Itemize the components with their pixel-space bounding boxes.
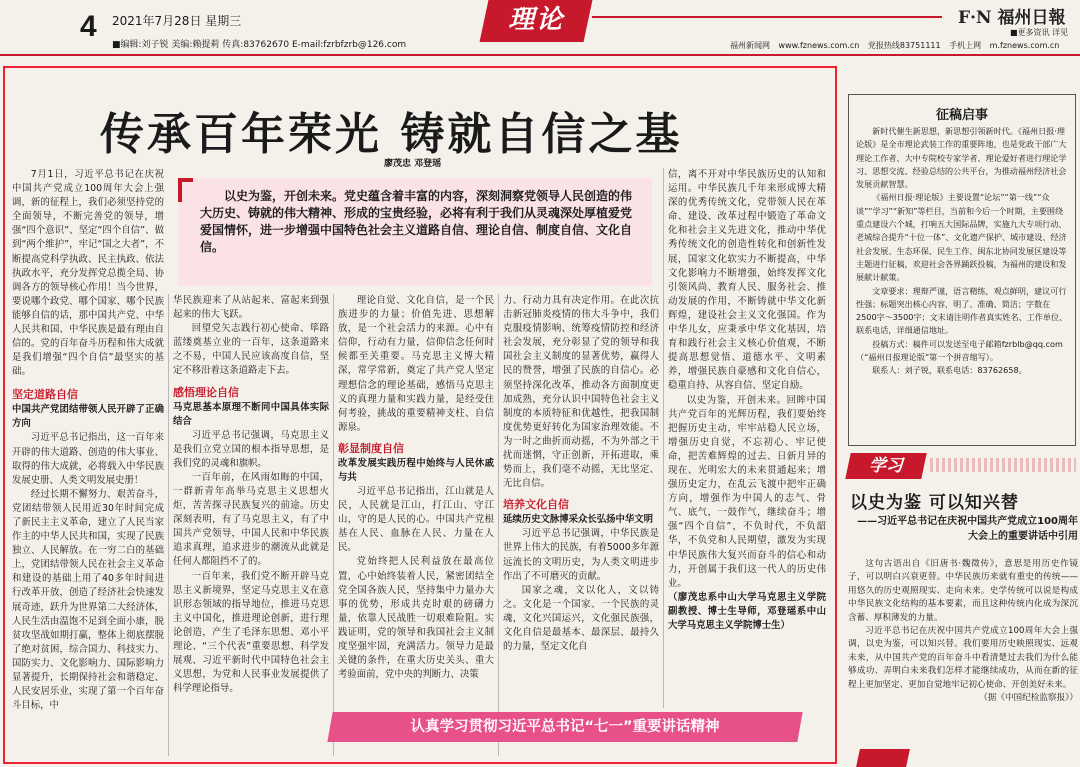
section-heading-theory: 感悟理论自信 — [173, 385, 239, 399]
column-divider — [333, 294, 334, 756]
call-for-papers-box — [848, 94, 1076, 446]
page-number: 4 — [80, 10, 97, 43]
paragraph: 信，离不开对中华民族历史的认知和运用。中华民族几千年来形成博大精深的优秀传统文化，党带领人民在革命、建设、改革过程中锻造了革命文化和社会主义先进文化，推动中华优秀传统文化的创造性转化和创新性发展，国家文化软实力不断提高，中华文化影响力不断增强，始终发挥文化引领风尚、教育人民、服务社会、推动发展的作用，不断铸就中华文化新辉煌，建设社会主义文化强国。作为中华儿女，应秉承中华文化基因，培育和践行社会主义核心价值观，不断提高思想觉悟、道德水平、文明素养，增强民族自豪感和文化自信心，稳重自持、从容自信、坚定自励。 — [668, 169, 826, 392]
paragraph: 习近平总书记在庆祝中国共产党成立100周年大会上强调，以史为鉴，可以知兴替。我们要用历史映照现实、远观未来，从中国共产党的百年奋斗中看清楚过去我们为什么能够成功、弄明白未来我们怎样才能继续成功，从而在新的征程上更加坚定、更加自觉地牢记初心使命、开创美好未来。 — [848, 626, 1078, 690]
call-for-papers-text — [856, 125, 1069, 378]
paragraph: 理论自觉、文化自信，是一个民族进步的力量；价值先进、思想解放，是一个社会活力的来源。心中有信仰，行动有力量，信仰信念任何时候都至关重要。马克思主义博大精深，常学常新，奠定了共产党人坚定理想信念的理论基础，感悟马克思主义的真理力量和实践力量，是经受住何考验，挑战的重要精神支柱、自信源泉。 — [338, 295, 494, 433]
byline: 廖茂忠 邓登瑶 — [384, 159, 442, 169]
newspaper-logo: F·N 福州日報 — [958, 8, 1066, 28]
paragraph: 华民族迎来了从站起来、富起来到强起来的伟大飞跃。 — [173, 295, 329, 321]
lead-callout — [178, 178, 652, 286]
section-heading-road: 坚定道路自信 — [12, 388, 78, 402]
study-tag-label: 学习 — [869, 456, 903, 476]
paragraph: 投稿方式：稿件可以发送至电子邮箱fzrblb@qq.com（“福州日报理论版”第一个拼音缩写）。 — [856, 338, 1063, 363]
study-tag — [845, 453, 927, 479]
paragraph: 习近平总书记强调，中华民族是世界上伟大的民族，有着5000多年源远流长的文明历史，为人类文明进步作出了不可磨灭的贡献。 — [503, 528, 659, 582]
author-note: （廖茂忠系中山大学马克思主义学院副教授、博士生导师，邓登瑶系中山大学马克思主义学院博士生） — [668, 591, 826, 631]
banner-text: 认真学习贯彻习近平总书记“七一”重要讲话精神 — [410, 719, 720, 735]
paragraph: 以史为鉴，开创未来。回眸中国共产党百年的光辉历程，我们要始终把握历史主动，牢牢站稳人民立场，增强历史自觉，不忘初心、牢记使命，把苦难辉煌的过去、日新月异的现在、光明宏大的未来贯通起来；增强历史定力，在乱云飞渡中把牢正确方向，增强作为中国人的志气、骨气、底气，一鼓作气，继续奋斗；增强“四个自信”，不负时代，不负韶华，不负党和人民期望，激发为实现中华民族伟大复兴而奋斗的信心和动力，开创属于我们这一代人的历史伟业。 — [668, 394, 826, 589]
paragraph: 回望党矢志践行初心使命、筚路蓝缕奠基立业的一百年，这条道路来之不易，中国人民应该高度自信，坚定不移沿着这条道路走下去。 — [173, 323, 329, 377]
slogan-banner — [327, 712, 802, 742]
intro-paragraph: 7月1日，习近平总书记在庆祝中国共产党成立100周年大会上强调，新的征程上，我们必须坚持党的全面领导，不断完善党的领导，增强“四个意识”、坚定“四个自信”、做到“两个维护”，牢记“国之大者”，不断提高党科学执政、民主执政、依法执政水平，充分发挥党总揽全局、协调各方的领导核心作用！当今世界，要说哪个政党、哪个国家、哪个民族能够自信的话，那中国共产党、中华人民共和国、中华民族是最有理由自信的。党的百年奋斗历程和伟大成就是我们增强“四个自信”最坚实的基础。 — [12, 169, 164, 378]
study-tag-rule — [930, 458, 1076, 472]
paragraph: 习近平总书记强调，马克思主义是我们立党立国的根本指导思想，是我们党的灵魂和旗帜。 — [173, 429, 329, 469]
paragraph: 习近平总书记指出，江山就是人民，人民就是江山，打江山、守江山，守的是人民的心。中国共产党根基在人民、血脉在人民、力量在人民。 — [338, 485, 494, 554]
source-note: （据《中国纪检监察报》） — [979, 693, 1078, 704]
article-title: 传承百年荣光 铸就自信之基 — [100, 109, 683, 160]
paragraph: 新时代催生新思想，新思想引领新时代。《福州日报·理论版》是全市理论武装工作的重要阵地，也是党政干部广大理论工作者、大中专院校专家学者、理论爱好者进行理论学习、思想交流、经验总结的公共平台，为推动福州经济社会发展贡献智慧。 — [856, 126, 1067, 190]
subheading-system: 改革发展实践历程中始终与人民休戚与共 — [338, 457, 494, 483]
column-1 — [12, 168, 164, 758]
section-tag — [480, 0, 593, 42]
contact-line: 福州新闻网 www.fznews.com.cn 党报热线83751111 手机上网 m.fznews.com.cn — [730, 41, 1060, 50]
section-label: 理论 — [508, 5, 565, 35]
paragraph: 这句古语出自《旧唐书·魏徵传》，意思是用历史作镜子，可以明白兴衰更替。中华民族历来就有重史的传统——用悠久的历史观照现实、走向未来。史学传统可以说是构成中华民族文化结构的基本要素，而且这种传统内化成为深沉含蓄、厚积薄发的力量。 — [848, 559, 1078, 623]
subheading-theory: 马克思基本原理不断同中国具体实际结合 — [173, 401, 329, 427]
column-divider — [663, 168, 664, 708]
header-rule — [0, 54, 1080, 56]
subheading-culture: 延续历史文脉博采众长弘扬中华文明 — [503, 514, 654, 526]
editor-info: ■编辑:刘子锐 美编:赖提莉 传真:83762670 E-mail:fzrbfzrb@126.com — [112, 40, 407, 50]
column-5 — [668, 168, 826, 708]
study-text — [848, 558, 1078, 705]
study-title: 以史为鉴 可以知兴替 — [850, 493, 1019, 513]
section-rule — [592, 16, 942, 18]
next-section-tag — [856, 749, 910, 767]
more-info-note: ■更多资讯 详见 — [1010, 28, 1069, 37]
call-for-papers-title: 征稿启事 — [935, 108, 988, 123]
issue-date: 2021年7月28日 星期三 — [112, 14, 242, 28]
paragraph: 党始终把人民利益放在最高位置，心中始终装着人民，紧密团结全党全国各族人民，坚持集中力量办大事的优势，形成共克时艰的磅礴力量，依靠人民战胜一切艰难险阻。实践证明，党的领导和我国社会主义制度坚强牢固，充满活力。领导力是最关键的条件，在重大历史关头、重大考验面前，党中央的判断力、决策 — [338, 556, 494, 681]
column-divider — [168, 294, 169, 756]
page-header — [0, 0, 1080, 58]
paragraph: 国家之魂，文以化人，文以铸之。文化是一个国家、一个民族的灵魂，文化兴国运兴，文化强民族强，文化自信是最基本、最深层、最持久的力量，坚定文化自 — [503, 584, 659, 653]
paragraph: 一百年来，我们党不断开辟马克思主义新境界，坚定马克思主义在意识形态领域的指导地位，推进马克思主义中国化，推进理论创新，进行理论创造，产生了毛泽东思想、邓小平理论、“三个代表”重要思想、科学发展观、习近平新时代中国特色社会主义思想，为党和人民事业发展提供了科学理论指导。 — [173, 570, 329, 695]
paragraph: 联系人：刘子锐，联系电话：83762658。 — [872, 365, 1027, 376]
column-2 — [173, 294, 329, 756]
paragraph: 习近平总书记指出，这一百年来开辟的伟大道路、创造的伟大事业、取得的伟大成就，必将载入中华民族发展史册、人类文明发展史册！ — [12, 432, 164, 486]
column-3 — [338, 294, 494, 708]
column-divider — [498, 294, 499, 756]
paragraph: 《福州日报·理论版》主要设置“论坛”“第一线”“众谈”“学习”“新知”等栏目，当前和今后一个时期，主要围绕重点建设六个城，打响五大国际品牌，实施九大专项行动、老城综合提升“十位一体”、文化遗产保护、城市建设、经济社会发展、生态环保、民生工作、闽东北协同发展区建设等主题进行征稿，欢迎社会各界踊跃投稿，为福州的建设和发展献计献策。 — [856, 192, 1067, 283]
paragraph: 一百年前，在风雨如晦的中国，一群新青年高举马克思主义思想火炬，苦苦探寻民族复兴的前途。历史深刻表明，有了马克思主义，有了中国共产党领导，中国人民和中华民族追求真理，追求进步的潮流从此就是任何人都阻挡不了的。 — [173, 471, 329, 568]
section-heading-culture: 培养文化自信 — [503, 498, 569, 512]
column-4 — [503, 294, 659, 708]
section-heading-system: 彰显制度自信 — [338, 441, 404, 455]
paragraph: 文章要求：理辩严谨，语言精练，观点鲜明，建议可行性强；标题突出核心内容，明了、准确、简洁；字数在2500字～3500字；文末请注明作者真实姓名、工作单位、联系电话，详细通信地址。 — [856, 285, 1068, 336]
paragraph: 经过长期不懈努力、艰苦奋斗，党团结带领人民用近30年时间完成了新民主主义革命，建立了人民当家作主的中华人民共和国，实现了民族独立、人民解放。在一穷二白的基础上，党团结带领人民在社会主义革命和建设的基础上用了40多年时间进行改革开放，创造了经济社会快速发展奇迹，跃升为世界第二大经济体，人民生活由温饱不足到全面小康，脱贫攻坚战如期打赢，整体上彻底摆脱了绝对贫困，综合国力、科技实力、国防实力、文化影响力、国际影响力显著提升，长期保持社会和谐稳定、人民安居乐业，实现了第一个百年奋斗目标，中 — [12, 488, 164, 712]
paragraph: 力、行动力具有决定作用。在此次抗击新冠肺炎疫情的伟大斗争中，我们克服疫情影响、统筹疫情防控和经济社会发展，充分彰显了党的领导和我国社会主义制度的显著优势，赢得人民的赞誉，增强了民族的自信心。必须坚持深化改革，推动各方面制度更加成熟，充分认识中国特色社会主义制度的本质特征和优越性，把我国制度优势更好转化为国家治理效能。不为一时之曲折而动摇，不为外部之干扰而迷惘，守正创新，开拓进取，乘势而上，我们毫不动摇，无比坚定、无比自信。 — [503, 295, 659, 490]
subheading-road: 中国共产党团结带领人民开辟了正确方向 — [12, 404, 164, 430]
quote-mark-icon — [178, 178, 193, 202]
study-subtitle: ——习近平总书记在庆祝中国共产党成立100周年大会上的重要讲话中引用 — [857, 516, 1078, 542]
callout-text: 以史为鉴，开创未来。党史蕴含着丰富的内容，深刻洞察党领导人民创造的伟大历史、铸就的伟大精神、形成的宝贵经验，必将有利于我们从灵魂深处厚植爱党爱国情怀，进一步增强中国特色社会主义道路自信、理论自信、制度自信、文化自信。 — [200, 189, 633, 254]
